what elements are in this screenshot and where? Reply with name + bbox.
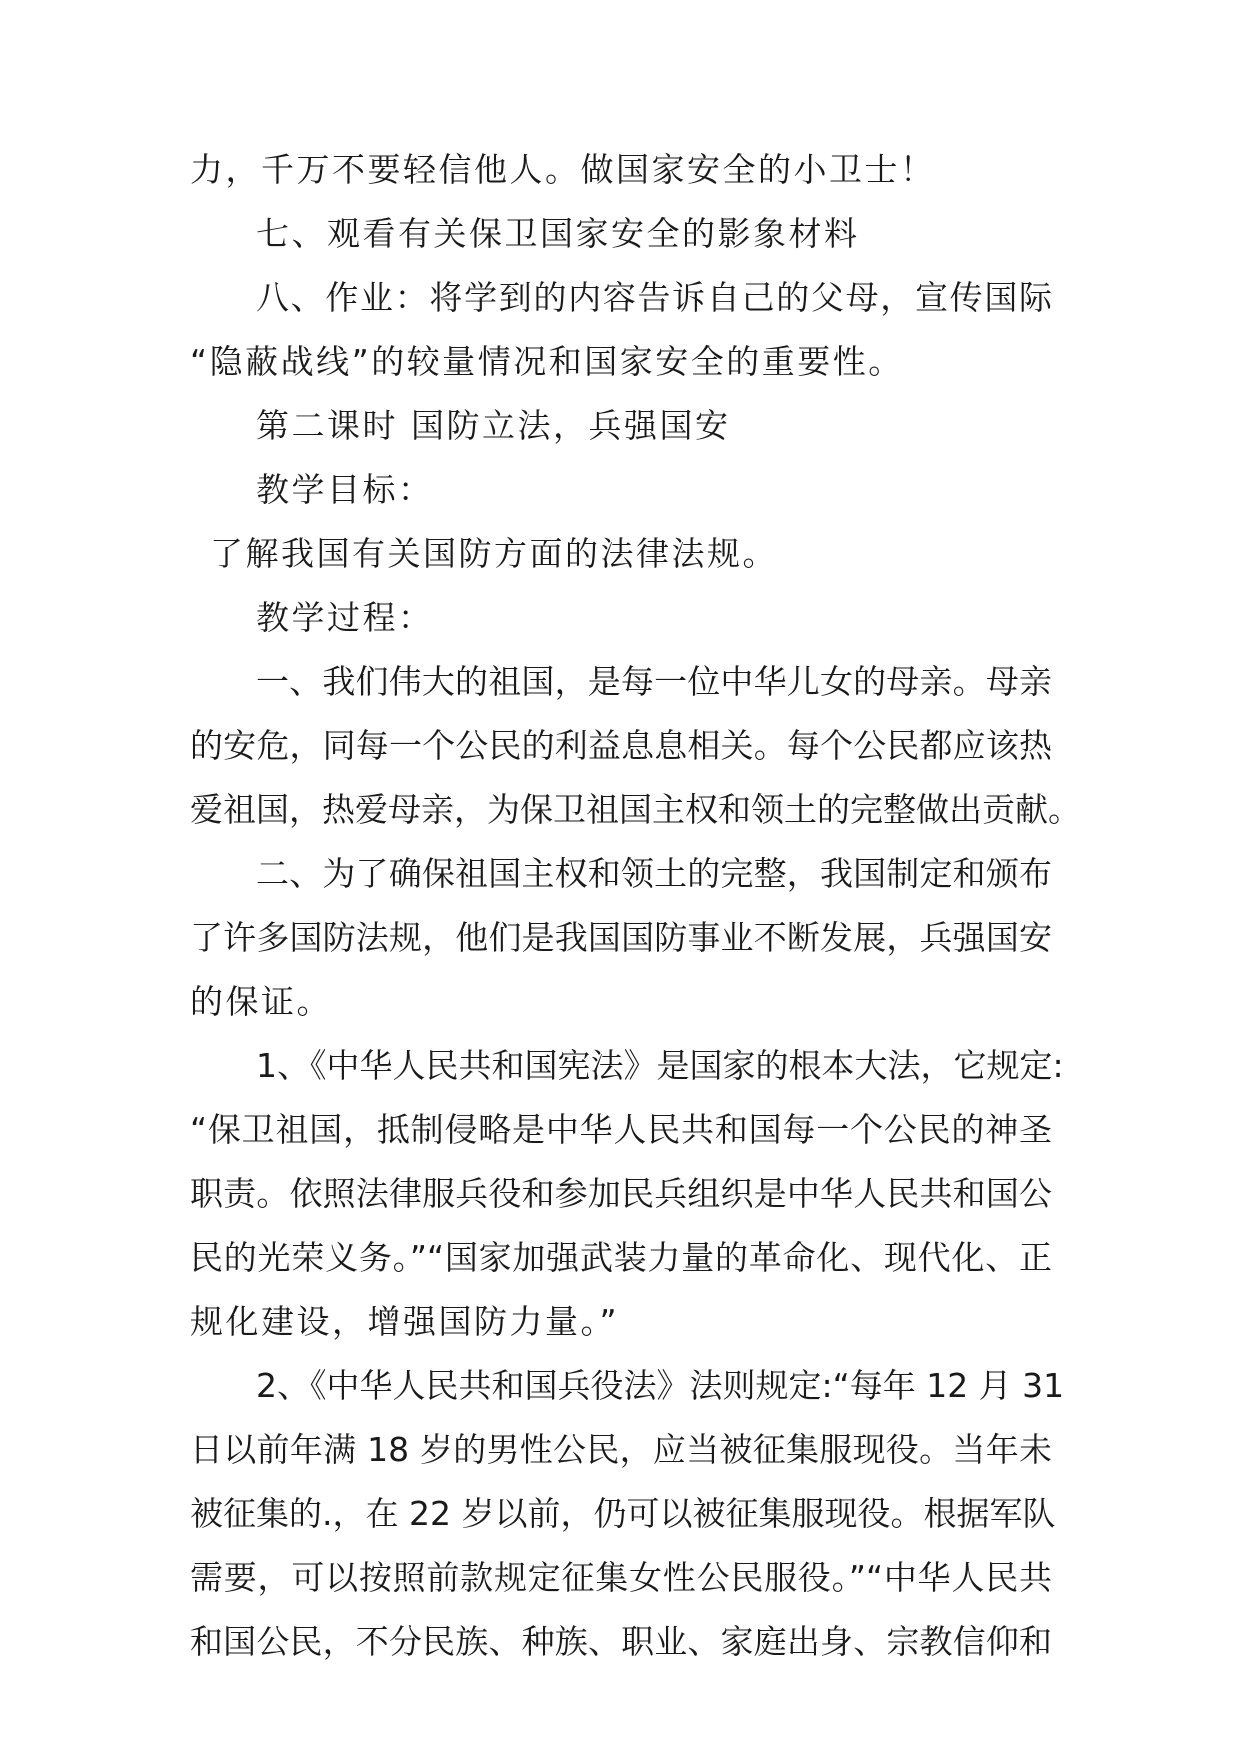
text-line-2: 七、观看有关保卫国家安全的影象材料 [256, 214, 860, 253]
text-line-20: 2、《中华人民共和国兵役法》法则规定:“每年 12 月 31 [256, 1366, 1065, 1405]
text-line-6: 教学目标： [256, 470, 434, 509]
text-line-4: “隐蔽战线”的较量情况和国家安全的重要性。 [190, 342, 904, 381]
text-line-23: 需要，可以按照前款规定征集女性公民服役。”“中华人民共 [190, 1558, 1052, 1597]
text-line-14: 的保证。 [190, 982, 332, 1021]
text-line-19: 规化建设，增强国防力量。” [190, 1302, 620, 1341]
text-line-24: 和国公民，不分民族、种族、职业、家庭出身、宗教信仰和 [190, 1622, 1052, 1661]
text-line-15: 1、《中华人民共和国宪法》是国家的根本大法，它规定: [256, 1046, 1064, 1085]
text-line-17: 职责。依照法律服兵役和参加民兵组织是中华人民共和国公 [190, 1174, 1052, 1213]
text-line-21: 日以前年满 18 岁的男性公民，应当被征集服现役。当年未 [190, 1430, 1052, 1469]
text-line-7: 了解我国有关国防方面的法律法规。 [210, 534, 778, 573]
text-line-18: 民的光荣义务。”“国家加强武装力量的革命化、现代化、正 [190, 1238, 1052, 1277]
text-line-22: 被征集的.，在 22 岁以前，仍可以被征集服现役。根据军队 [190, 1494, 1056, 1533]
text-line-3: 八、作业：将学到的内容告诉自己的父母，宣传国际 [256, 278, 1052, 317]
text-line-16: “保卫祖国，抵制侵略是中华人民共和国每一个公民的神圣 [190, 1110, 1052, 1149]
text-line-12: 二、为了确保祖国主权和领土的完整，我国制定和颁布 [256, 854, 1052, 893]
section-heading: 第二课时 国防立法，兵强国安 [256, 406, 731, 445]
text-line-8: 教学过程： [256, 598, 434, 637]
text-line-13: 了许多国防法规，他们是我国国防事业不断发展，兵强国安 [190, 918, 1052, 957]
text-line-11: 爱祖国，热爱母亲，为保卫祖国主权和领土的完整做出贡献。 [190, 790, 1081, 829]
text-line-9: 一、我们伟大的祖国，是每一位中华儿女的母亲。母亲 [256, 662, 1052, 701]
text-line-1: 力，千万不要轻信他人。做国家安全的小卫士！ [190, 150, 936, 189]
text-line-10: 的安危，同每一个公民的利益息息相关。每个公民都应该热 [190, 726, 1052, 765]
